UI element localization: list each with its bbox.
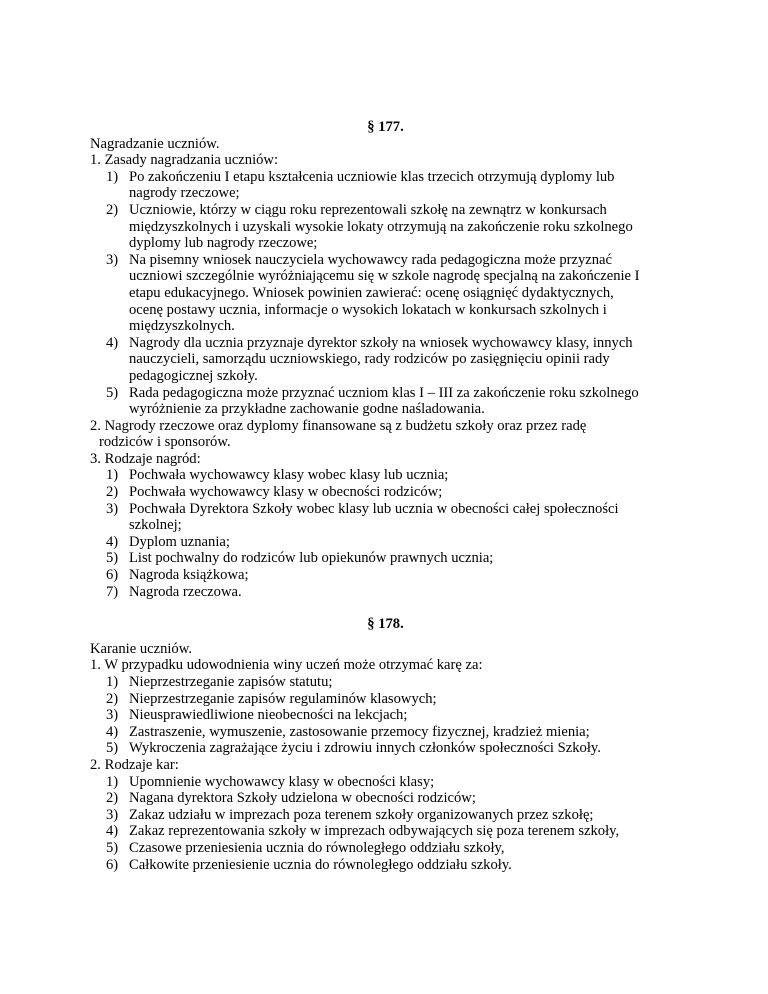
list-item-text-line: etapu edukacyjnego. Wniosek powinien zawierać: ocenę osiągnięć dydaktycznych,: [129, 284, 614, 301]
list-item-text-line: Nieusprawiedliwione nieobecności na lekcjach;: [129, 707, 408, 724]
list-item-text-line: Zakaz reprezentowania szkoły w imprezach odbywających się poza terenem szkoły,: [129, 823, 620, 840]
list-item-number: 5): [106, 740, 119, 757]
list-item: [90, 484, 681, 501]
list-item: [90, 534, 681, 551]
document-page: [90, 119, 681, 873]
list-item-number: 3): [106, 707, 119, 724]
list-item: [90, 335, 681, 385]
list-item-text-line: ocenę postawy ucznia, informacje o wysokich lokatach w konkursach szkolnych i: [129, 301, 607, 318]
list-item-text-line: Wykroczenia zagrażające życiu i zdrowiu innych członków społeczności Szkoły.: [129, 740, 601, 757]
rewards-funding-line-1: 2. Nagrody rzeczowe oraz dyplomy finansowane są z budżetu szkoły oraz przez radę: [90, 417, 587, 434]
list-item: [90, 740, 681, 757]
list-item-number: 4): [106, 334, 119, 351]
penalty-types-label: 2. Rodzaje kar:: [90, 756, 179, 773]
list-item-number: 2): [106, 201, 119, 218]
list-item: [90, 567, 681, 584]
list-item-number: 6): [106, 856, 119, 873]
list-item: [90, 467, 681, 484]
list-item: [90, 584, 681, 601]
list-item-text-line: Pochwała Dyrektora Szkoły wobec klasy lub ucznia w obecności całej społeczności: [129, 500, 619, 517]
list-item-number: 1): [106, 168, 119, 185]
list-item-text-line: Nagroda książkowa;: [129, 567, 249, 584]
list-item: [90, 691, 681, 708]
list-item-number: 4): [106, 723, 119, 740]
section-177-heading: § 177.: [367, 119, 404, 135]
list-item-number: 5): [106, 384, 119, 401]
list-item-number: 1): [106, 467, 119, 484]
list-item-number: 6): [106, 567, 119, 584]
list-item-text-line: Pochwała wychowawcy klasy w obecności rodziców;: [129, 484, 443, 501]
list-item-number: 3): [106, 500, 119, 517]
list-item-number: 2): [106, 790, 119, 807]
list-item: [90, 252, 681, 335]
list-item-number: 4): [106, 823, 119, 840]
reward-types-label: 3. Rodzaje nagród:: [90, 450, 201, 467]
section-178-heading: § 178.: [367, 616, 404, 633]
list-item: [90, 707, 681, 724]
rewards-funding-line-2: rodziców i sponsorów.: [99, 434, 231, 451]
list-item-text-line: Nieprzestrzeganie zapisów regulaminów klasowych;: [129, 690, 437, 707]
penalty-grounds-list: [90, 674, 681, 757]
list-item-number: 3): [106, 806, 119, 823]
list-item-number: 5): [106, 839, 119, 856]
list-item-text-line: Nieprzestrzeganie zapisów statutu;: [129, 674, 333, 690]
list-item-text-line: Zakaz udziału w imprezach poza terenem szkoły organizowanych przez szkołę;: [129, 806, 594, 823]
list-item: [90, 202, 681, 252]
penalty-grounds-label: 1. W przypadku udowodnienia winy uczeń może otrzymać karę za:: [90, 657, 483, 674]
rewards-principles-label: 1. Zasady nagradzania uczniów:: [90, 152, 279, 169]
list-item-text-line: Upomnienie wychowawcy klasy w obecności klasy;: [129, 773, 435, 790]
list-item: [90, 807, 681, 824]
list-item-text-line: Pochwała wychowawcy klasy wobec klasy lub ucznia;: [129, 467, 449, 484]
list-item: [90, 550, 681, 567]
list-item-number: 4): [106, 533, 119, 550]
section-177-title: Nagradzanie uczniów.: [90, 135, 220, 152]
list-item-number: 1): [106, 773, 119, 790]
list-item-text-line: Nagana dyrektora Szkoły udzielona w obecności rodziców;: [129, 790, 476, 807]
list-item-text-line: Czasowe przeniesienia ucznia do równoległego oddziału szkoły,: [129, 839, 505, 856]
list-item-number: 5): [106, 550, 119, 567]
list-item-text-line: wyróżnienie za przykładne zachowanie godne naśladowania.: [129, 401, 485, 418]
list-item: [90, 774, 681, 791]
list-item-text-line: Po zakończeniu I etapu kształcenia uczniowie klas trzecich otrzymują dyplomy lub: [129, 168, 615, 185]
list-item: [90, 857, 681, 874]
list-item: [90, 724, 681, 741]
list-item: [90, 790, 681, 807]
list-item-text-line: międzyszkolnych i uzyskali wysokie lokaty otrzymują na zakończenie roku szkolnego: [129, 218, 633, 235]
list-item: [90, 823, 681, 840]
list-item-text-line: pedagogicznej szkoły.: [129, 367, 258, 384]
list-item-number: 2): [106, 484, 119, 501]
list-item-text-line: Uczniowie, którzy w ciągu roku reprezentowali szkołę na zewnątrz w konkursach: [129, 201, 607, 218]
list-item-text-line: List pochwalny do rodziców lub opiekunów prawnych ucznia;: [129, 550, 494, 567]
list-item-text-line: nagrody rzeczowe;: [129, 185, 240, 202]
list-item-text-line: uczniowi szczególnie wyróżniającemu się w szkole nagrodę specjalną na zakończenie I: [129, 268, 640, 285]
list-item-number: 2): [106, 690, 119, 707]
list-item-number: 3): [106, 251, 119, 268]
list-item-number: 1): [106, 674, 119, 690]
list-item-text-line: Nagroda rzeczowa.: [129, 583, 242, 600]
section-178-title: Karanie uczniów.: [90, 640, 192, 657]
list-item: [90, 385, 681, 418]
list-item-text-line: nauczycieli, samorządu uczniowskiego, rady rodziców po zasięgnięciu opinii rady: [129, 351, 610, 368]
list-item-text-line: Rada pedagogiczna może przyznać uczniom klas I – III za zakończenie roku szkolnego: [129, 384, 639, 401]
list-item: [90, 501, 681, 534]
list-item: [90, 840, 681, 857]
list-item-text-line: Nagrody dla ucznia przyznaje dyrektor szkoły na wniosek wychowawcy klasy, innych: [129, 334, 633, 351]
list-item: [90, 674, 681, 691]
list-item-text-line: Dyplom uznania;: [129, 533, 230, 550]
penalty-types-list: [90, 774, 681, 874]
list-item-text-line: Zastraszenie, wymuszenie, zastosowanie przemocy fizycznej, kradzież mienia;: [129, 723, 590, 740]
list-item-text-line: dyplomy lub nagrody rzeczowe;: [129, 235, 318, 252]
reward-types-list: [90, 467, 681, 600]
list-item-text-line: międzyszkolnych.: [129, 318, 235, 335]
list-item-number: 7): [106, 583, 119, 600]
list-item-text-line: Całkowite przeniesienie ucznia do równoległego oddziału szkoły.: [129, 856, 512, 873]
list-item-text-line: Na pisemny wniosek nauczyciela wychowawcy rada pedagogiczna może przyznać: [129, 251, 612, 268]
list-item: [90, 169, 681, 202]
rewards-principles-list: [90, 169, 681, 418]
list-item-text-line: szkolnej;: [129, 517, 182, 534]
